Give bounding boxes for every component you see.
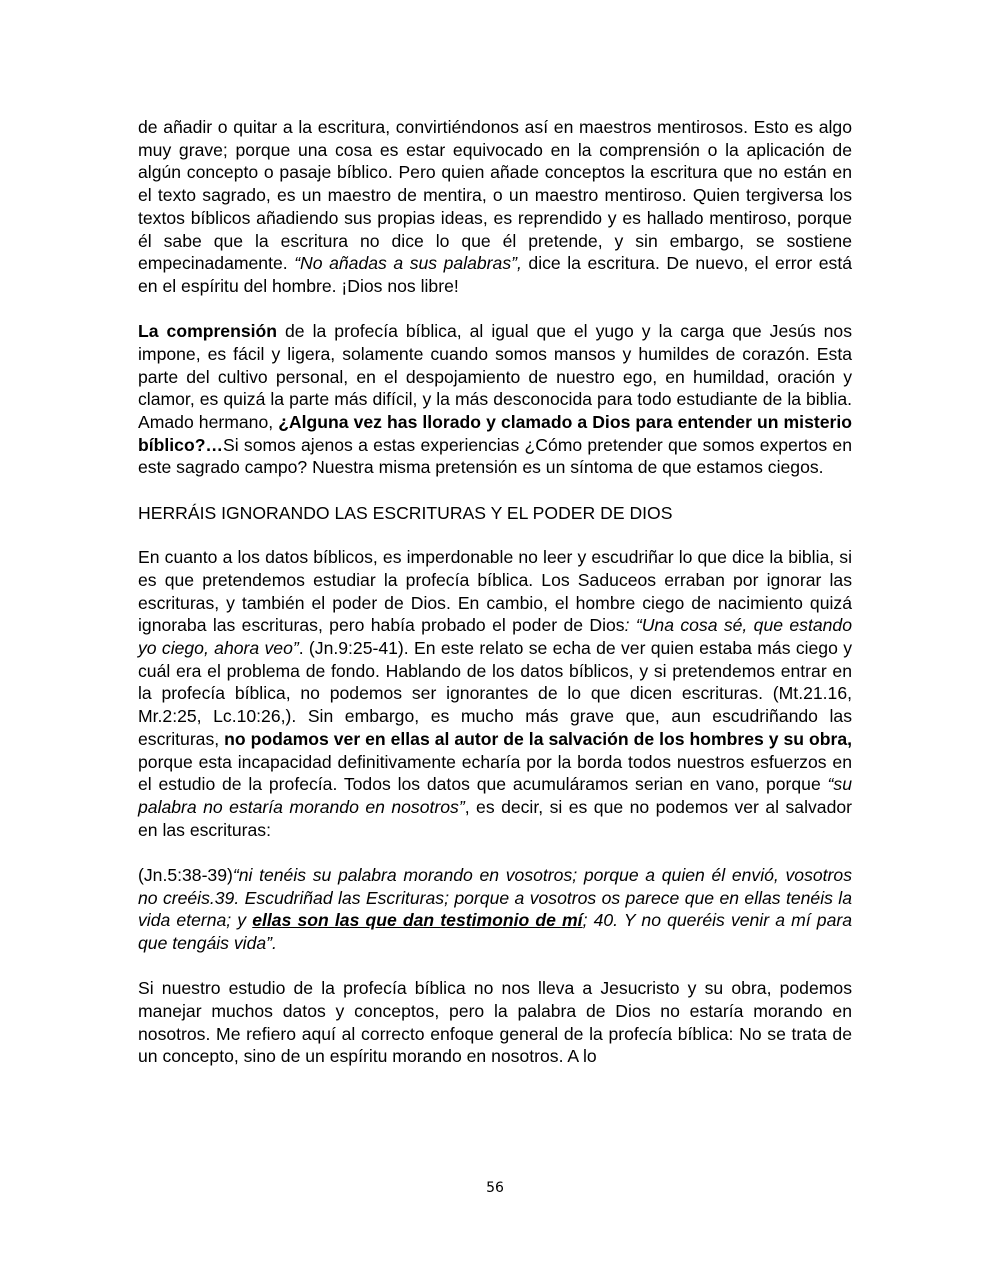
paragraph-intro bbox=[138, 116, 852, 298]
document-body bbox=[138, 116, 852, 1068]
emphasis-run bbox=[252, 910, 582, 930]
text-run: dice la escritura. De nuevo, el error está en el espíritu del hombre. ¡Dios nos libre! bbox=[138, 253, 852, 296]
text-run: Si nuestro estudio de la profecía bíblica no nos lleva a Jesucristo y su obra, podemos manejar muchos datos y conceptos, pero la palabra de Dios no estaría morando en nosotros. Me refiero aquí al correcto enfoque general de la profecía bíblica: No se trata de un concepto, sino de un espíritu morando en nosotros. A lo bbox=[138, 978, 852, 1067]
paragraph-datos-biblicos bbox=[138, 546, 852, 841]
paragraph-comprension bbox=[138, 320, 852, 479]
paragraph-closing bbox=[138, 977, 852, 1068]
text-run: de la profecía bíblica, al igual que el yugo y la carga que Jesús nos impone, es fácil y ligera, solamente cuando somos mansos y humildes de corazón. Esta parte del cultivo personal, en el despojamiento de nuestro ego, en humildad, oración y clamor, es quizá la parte más difícil, y la más desconocida para todo estudiante de la biblia. Amado hermano, bbox=[138, 321, 852, 432]
heading-text: HERRÁIS IGNORANDO LAS ESCRITURAS Y EL PODER DE DIOS bbox=[138, 502, 673, 523]
quote-run: “No añadas a sus palabras”, bbox=[294, 253, 522, 274]
bold-run: ¿Alguna vez has llorado y clamado a Dios para entender un misterio bíblico?… bbox=[138, 411, 852, 455]
quote-run: : “Una cosa sé, que estando yo ciego, ahora veo” bbox=[138, 615, 852, 659]
text-run: . (Jn.9:25-41). En este relato se echa de ver quien estaba más ciego y cuál era el problema de fondo. Hablando de los datos bíblicos, y si pretendemos entrar en la profecía bíblica, no podemos ser ignorantes de lo que dicen escrituras. (Mt.21.16, Mr.2:25, Lc.10:26,). Sin embargo, es mucho más grave que, aun escudriñando las escrituras, bbox=[138, 638, 852, 749]
emphasis-text: ellas son las que dan testimonio de mí bbox=[252, 910, 583, 931]
section-heading bbox=[138, 502, 852, 525]
quote-run: ; 40. Y no queréis venir a mí para que tengáis vida”. bbox=[138, 910, 853, 953]
text-run: Si somos ajenos a estas experiencias ¿Cómo pretender que somos expertos en este sagrado campo? Nuestra misma pretensión es un síntoma de que estamos ciegos. bbox=[138, 434, 852, 478]
bold-run: La comprensión bbox=[138, 321, 278, 342]
text-run: , es decir, si es que no podemos ver al salvador en las escrituras: bbox=[138, 796, 852, 840]
text-run: porque esta incapacidad definitivamente echaría por la borda todos nuestros esfuerzos en el estudio de la profecía. Todos los datos que acumuláramos serian en vano, porque bbox=[138, 751, 852, 795]
quote-run: “su palabra no estaría morando en nosotros” bbox=[138, 774, 852, 817]
paragraph-citation bbox=[138, 864, 852, 955]
page-number: 56 bbox=[486, 1180, 504, 1196]
text-run: En cuanto a los datos bíblicos, es imperdonable no leer y escudriñar lo que dice la biblia, si es que pretendemos estudiar la profecía bíblica. Los Saduceos erraban por ignorar las escrituras, y también el poder de Dios. En cambio, el hombre ciego de nacimiento quizá ignoraba las escrituras, pero había probado el poder de Dios bbox=[138, 547, 852, 636]
text-run: de añadir o quitar a la escritura, convirtiéndonos así en maestros mentirosos. Esto es algo muy grave; porque una cosa es estar equivocado en la comprensión o la aplicación de algún concepto o pasaje bíblico. Pero quien añade conceptos la escritura que no están en el texto sagrado, es un maestro de mentira, o un maestro mentiroso. Quien tergiversa los textos bíblicos añadiendo sus propias ideas, es reprendido y es hallado mentiroso, porque él sabe que la escritura no dice lo que él pretende, y sin embargo, se sostiene empecinadamente. bbox=[138, 117, 852, 274]
quote-run: “ni tenéis su palabra morando en vosotros; porque a quien él envió, vosotros no creéis.39. Escudriñad las Escrituras; porque a vosotros os parece que en ellas tenéis la vida eterna; y bbox=[138, 864, 852, 931]
text-run: (Jn.5:38-39) bbox=[138, 864, 233, 885]
bold-run: no podamos ver en ellas al autor de la salvación de los hombres y su obra, bbox=[224, 728, 853, 749]
